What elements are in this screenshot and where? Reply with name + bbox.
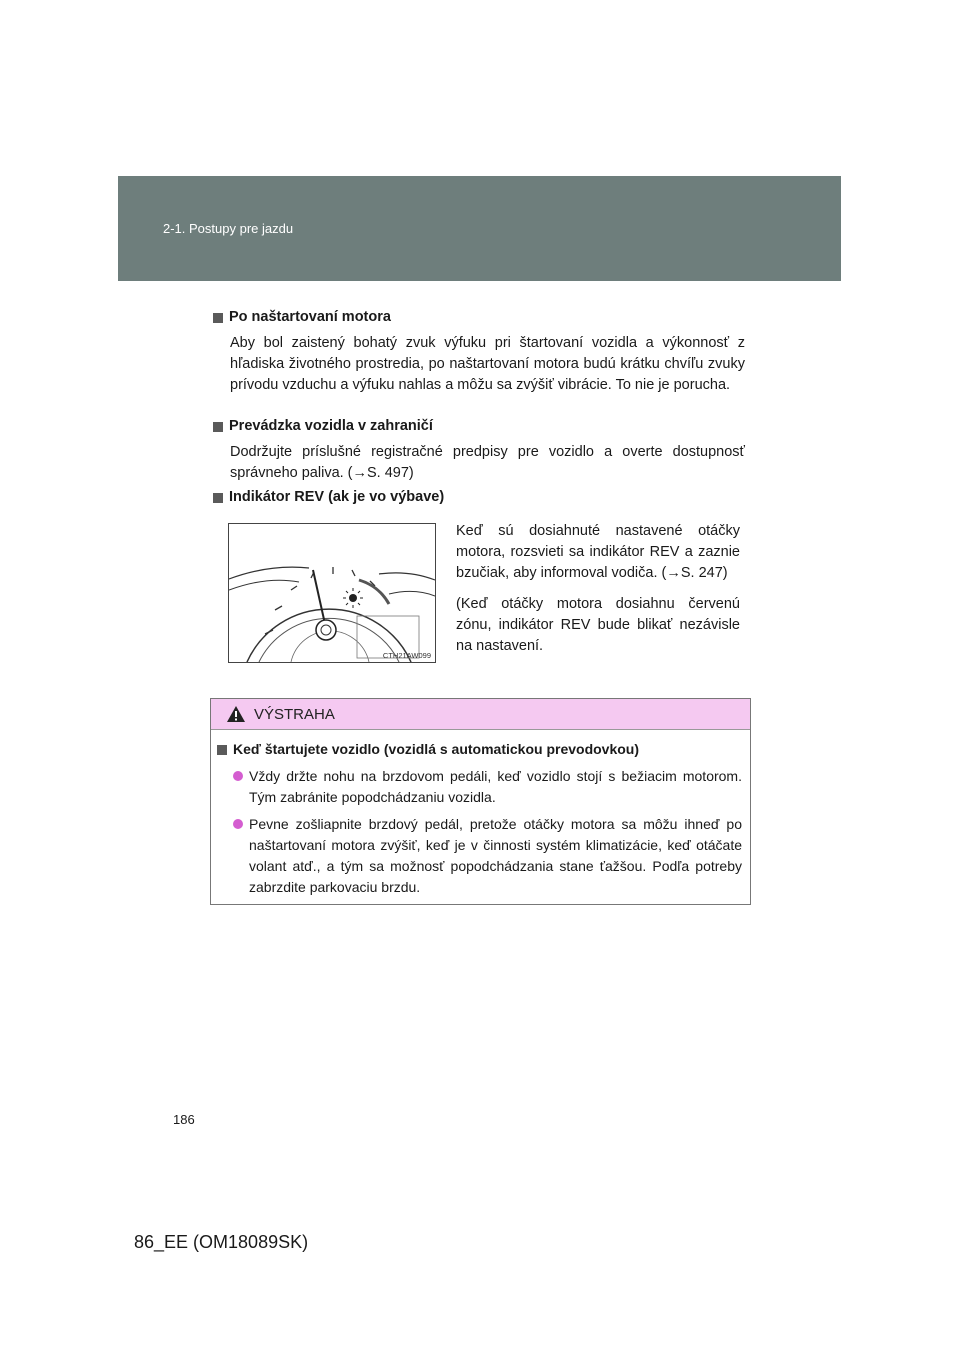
figure-description: [456, 521, 740, 667]
figure-code: CTH21AW099: [382, 651, 431, 660]
square-bullet-icon: [217, 745, 227, 755]
rev-indicator-icon: [343, 588, 363, 608]
section-title: Prevádzka vozidla v zahraničí: [229, 418, 433, 434]
warning-label: VÝSTRAHA: [254, 705, 335, 723]
tachometer-illustration: [229, 524, 435, 662]
rev-indicator-figure: [228, 523, 436, 663]
warning-title: Keď štartujete vozidlo (vozidlá s automatickou prevodovkou): [233, 741, 640, 757]
warning-item: Vždy držte nohu na brzdovom pedáli, keď vozidlo stojí s bežiacim motorom. Tým zabránite popodchádzaniu vozidla.: [217, 766, 742, 808]
warning-header: [211, 699, 750, 730]
section-abroad: [213, 416, 745, 484]
section-rev: [213, 487, 745, 508]
square-bullet-icon: [213, 313, 223, 323]
warning-body: [211, 730, 750, 898]
figure-text-1: Keď sú dosiahnuté nastavené otáčky motora, rozsvieti sa indikátor REV a zaznie bzučiak, aby informoval vodiča. (→S. 247): [456, 523, 740, 581]
page-number: 186: [173, 1112, 195, 1127]
square-bullet-icon: [213, 493, 223, 503]
section-header: 2-1. Postupy pre jazdu: [163, 221, 294, 236]
round-bullet-icon: [233, 771, 243, 781]
section-after-start: [213, 307, 745, 396]
square-bullet-icon: [213, 422, 223, 432]
section-title: Po naštartovaní motora: [229, 309, 391, 325]
section-title: Indikátor REV (ak je vo výbave): [229, 489, 445, 505]
round-bullet-icon: [233, 819, 243, 829]
warning-box: [210, 698, 751, 905]
section-body: Dodržujte príslušné registračné predpisy pre vozidlo a overte dostupnosť správneho paliva. (→S. 497): [230, 444, 745, 481]
document-code: 86_EE (OM18089SK): [134, 1232, 309, 1252]
warning-item: Pevne zošliapnite brzdový pedál, pretože otáčky motora sa môžu ihneď po naštartovaní motora zvýšiť, keď je v činnosti systém klimatizácie, keď otáčate volant atď., a tým sa možnosť popodchádzania stane ťažšou. Podľa potreby zabrzdite parkovaciu brzdu.: [217, 814, 742, 898]
figure-text-2: (Keď otáčky motora dosiahnu červenú zónu, indikátor REV bude blikať nezávisle na nastavení.: [456, 596, 740, 654]
section-body: Aby bol zaistený bohatý zvuk výfuku pri štartovaní vozidla a výkonnosť z hľadiska životného prostredia, po naštartovaní motora budú krátku chvíľu zvuky prívodu vzduchu a výfuku nahlas a môžu sa zvýšiť vibrácie. To nie je porucha.: [230, 335, 745, 393]
warning-triangle-icon: [226, 705, 246, 723]
